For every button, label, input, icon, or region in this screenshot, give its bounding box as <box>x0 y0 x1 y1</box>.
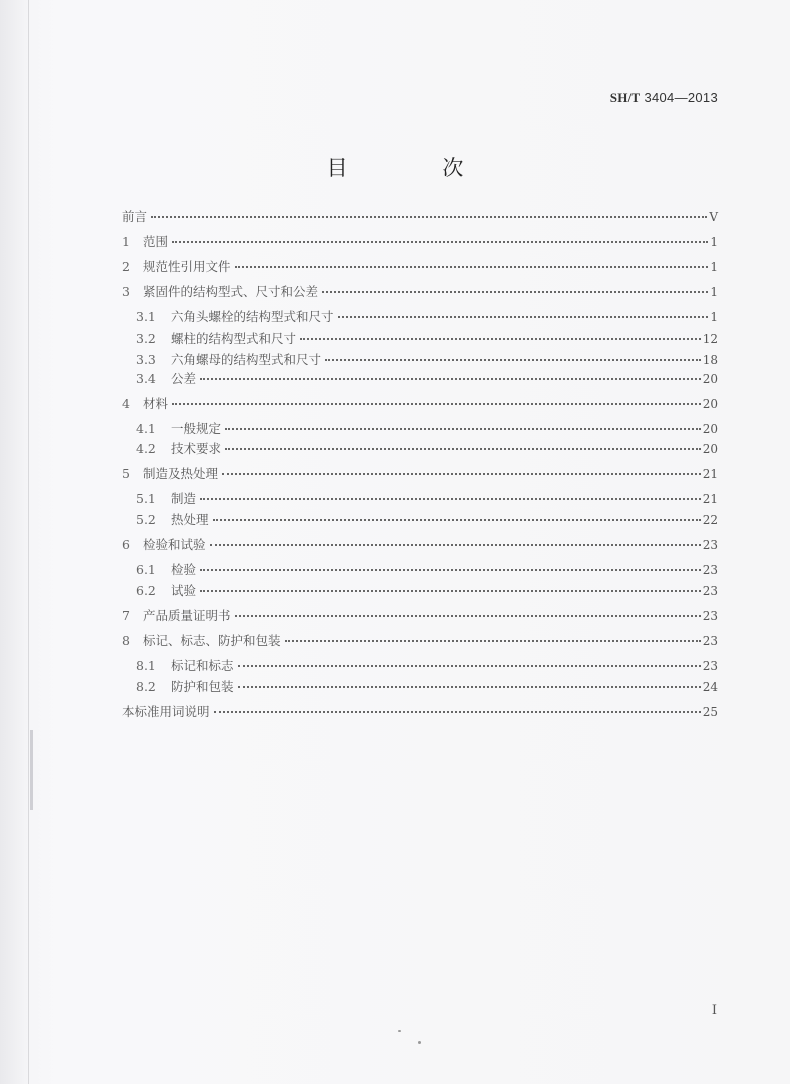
toc-entry-page: 20 <box>702 442 718 456</box>
standard-code <box>610 90 718 106</box>
toc-entry-title: 制造 <box>171 491 197 506</box>
toc-entry-number: 5.1 <box>136 491 156 506</box>
toc-entry[interactable] <box>122 394 718 414</box>
standard-code-prefix: SH/T <box>609 90 641 105</box>
toc-entry[interactable] <box>136 560 718 580</box>
toc-entry-number: 3.2 <box>136 331 156 346</box>
toc-entry-page: 21 <box>702 467 718 481</box>
toc-entry-number: 4.2 <box>136 441 156 456</box>
toc-entry-title: 材料 <box>143 396 169 411</box>
toc-entry-label <box>136 419 223 437</box>
toc-entry-title: 紧固件的结构型式、尺寸和公差 <box>143 284 319 299</box>
dot-leader <box>285 640 701 642</box>
toc-entry[interactable] <box>136 510 718 530</box>
toc-entry-page: 21 <box>702 492 718 506</box>
toc-entry-label <box>136 581 198 599</box>
toc-entry[interactable] <box>136 581 718 601</box>
toc-entry[interactable] <box>122 631 718 651</box>
dot-leader <box>238 665 701 667</box>
dot-leader <box>225 428 701 430</box>
toc-entry[interactable] <box>122 282 718 302</box>
dot-leader <box>200 378 701 380</box>
dot-leader <box>200 498 701 500</box>
toc-entry-title: 标记和标志 <box>171 658 234 673</box>
toc-entry-number: 3 <box>122 284 130 299</box>
toc-entry-title: 技术要求 <box>171 441 222 456</box>
toc-entry-label <box>136 677 236 695</box>
dot-leader <box>235 266 709 268</box>
toc-entry-label <box>136 307 336 325</box>
toc-entry-page: 1 <box>710 310 718 324</box>
toc-entry-label <box>136 489 198 507</box>
toc-entry-page: 1 <box>710 235 718 249</box>
toc-entry-label <box>122 535 208 553</box>
toc-entry-page: V <box>709 210 718 224</box>
toc-entry-page: 23 <box>702 563 718 577</box>
toc-entry-title: 本标准用词说明 <box>122 704 210 719</box>
paper-speck <box>418 1041 421 1044</box>
toc-entry[interactable] <box>136 677 718 697</box>
toc-entry-page: 18 <box>702 353 718 367</box>
toc-entry-number: 5 <box>122 466 130 481</box>
toc-entry-label <box>122 702 212 720</box>
toc-entry-number: 7 <box>122 608 130 623</box>
toc-entry-label <box>136 656 236 674</box>
toc-entry-label <box>122 394 170 412</box>
toc-entry-number: 3.4 <box>136 371 156 386</box>
toc-entry-page: 23 <box>702 659 718 673</box>
toc-entry[interactable] <box>136 419 718 439</box>
dot-leader <box>225 448 701 450</box>
toc-entry-number: 6.1 <box>136 562 156 577</box>
toc-entry-number: 8.2 <box>136 679 156 694</box>
page-number: I <box>711 1003 717 1018</box>
toc-entry-title: 产品质量证明书 <box>143 608 231 623</box>
dot-leader <box>214 711 701 713</box>
dot-leader <box>213 519 701 521</box>
toc-entry-page: 24 <box>702 680 718 694</box>
toc-entry-label <box>136 369 198 387</box>
toc-entry-number: 1 <box>122 234 130 249</box>
toc-entry-page: 22 <box>702 513 718 527</box>
toc-entry[interactable] <box>136 350 718 370</box>
toc-entry-title: 前言 <box>122 209 148 224</box>
dot-leader <box>238 686 701 688</box>
toc-entry-number: 2 <box>122 259 130 274</box>
toc-entry[interactable] <box>122 232 718 252</box>
toc-entry-label <box>136 439 223 457</box>
toc-entry-label <box>122 606 233 624</box>
binding-shadow <box>30 730 33 810</box>
toc-entry[interactable] <box>122 257 718 277</box>
toc-entry-number: 6 <box>122 537 130 552</box>
toc-entry-title: 范围 <box>143 234 169 249</box>
toc-entry-title: 六角头螺栓的结构型式和尺寸 <box>171 309 334 324</box>
standard-code-number: 3404—2013 <box>644 90 718 105</box>
dot-leader <box>200 569 701 571</box>
dot-leader <box>322 291 708 293</box>
dot-leader <box>338 316 709 318</box>
dot-leader <box>210 544 701 546</box>
toc-entry-title: 防护和包装 <box>171 679 234 694</box>
toc-entry-page: 1 <box>710 260 718 274</box>
toc-entry-page: 1 <box>710 285 718 299</box>
toc-entry-title: 制造及热处理 <box>143 466 219 481</box>
toc-entry[interactable] <box>122 207 718 227</box>
toc-entry[interactable] <box>136 307 718 327</box>
toc-entry-title: 热处理 <box>171 512 209 527</box>
toc-entry-label <box>136 350 323 368</box>
dot-leader <box>200 590 701 592</box>
toc-entry-label <box>136 329 298 347</box>
toc-entry[interactable] <box>136 369 718 389</box>
toc-entry-title: 规范性引用文件 <box>143 259 231 274</box>
toc-entry-number: 8 <box>122 633 130 648</box>
toc-entry-label <box>122 207 149 225</box>
page-title: 目 次 <box>326 156 508 180</box>
toc-entry[interactable] <box>136 439 718 459</box>
toc-entry-title: 标记、标志、防护和包装 <box>143 633 281 648</box>
toc-entry-page: 23 <box>702 538 718 552</box>
dot-leader <box>300 338 701 340</box>
toc-entry-number: 6.2 <box>136 583 156 598</box>
toc-entry[interactable] <box>136 329 718 349</box>
toc-entry-page: 12 <box>702 332 718 346</box>
toc-entry[interactable] <box>136 489 718 509</box>
toc-entry-page: 23 <box>702 634 718 648</box>
toc-entry-title: 检验和试验 <box>143 537 206 552</box>
dot-leader <box>151 216 707 218</box>
toc-entry[interactable] <box>136 656 718 676</box>
toc-entry[interactable] <box>122 535 718 555</box>
toc-entry-page: 23 <box>702 584 718 598</box>
dot-leader <box>235 615 701 617</box>
toc-entry-page: 20 <box>702 372 718 386</box>
toc-entry-number: 3.1 <box>136 309 156 324</box>
toc-entry[interactable] <box>122 464 718 484</box>
toc-entry-number: 3.3 <box>136 352 156 367</box>
dot-leader <box>222 473 701 475</box>
toc-entry-title: 试验 <box>171 583 197 598</box>
dot-leader <box>325 359 701 361</box>
paper-speck <box>398 1030 401 1032</box>
toc-entry-label <box>122 232 170 250</box>
toc-entry-page: 20 <box>702 422 718 436</box>
toc-entry-number: 5.2 <box>136 512 156 527</box>
toc-entry-title: 螺柱的结构型式和尺寸 <box>171 331 297 346</box>
toc-entry-label <box>122 631 283 649</box>
toc-entry[interactable] <box>122 606 718 626</box>
toc-entry-number: 8.1 <box>136 658 156 673</box>
toc-entry-title: 检验 <box>171 562 197 577</box>
toc-entry[interactable] <box>122 702 718 722</box>
toc-entry-title: 一般规定 <box>171 421 222 436</box>
toc-entry-title: 六角螺母的结构型式和尺寸 <box>171 352 322 367</box>
toc-entry-label <box>136 510 211 528</box>
toc-entry-label <box>122 464 220 482</box>
dot-leader <box>172 403 701 405</box>
toc-entry-title: 公差 <box>171 371 197 386</box>
toc-entry-label <box>136 560 198 578</box>
dot-leader <box>172 241 708 243</box>
toc-entry-page: 25 <box>702 705 718 719</box>
toc-entry-page: 23 <box>702 609 718 623</box>
toc-entry-label <box>122 257 233 275</box>
toc-entry-number: 4 <box>122 396 130 411</box>
toc-entry-number: 4.1 <box>136 421 156 436</box>
toc-entry-label <box>122 282 320 300</box>
toc-entry-page: 20 <box>702 397 718 411</box>
